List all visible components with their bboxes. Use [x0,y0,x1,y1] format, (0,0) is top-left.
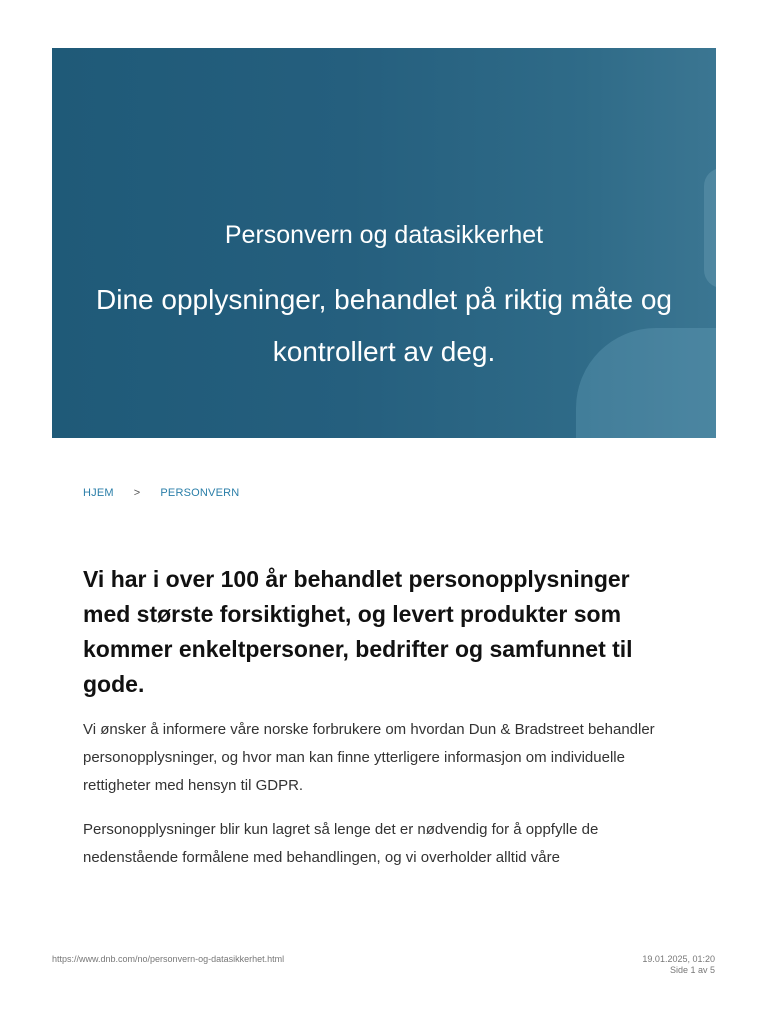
breadcrumb-separator: > [133,487,141,499]
page-heading: Vi har i over 100 år behandlet personopplysninger med største forsiktighet, og levert produkter som kommer enkeltpersoner, bedrifter og samfunnet til gode. [83,566,633,697]
breadcrumb [83,487,239,499]
retention-paragraph: Personopplysninger blir kun lagret så lenge det er nødvendig for å oppfylle de nedenstående formålene med behandlingen, og vi overholder alltid våre [83,821,599,866]
intro-paragraph: Vi ønsker å informere våre norske forbrukere om hvordan Dun & Bradstreet behandler personopplysninger, og hvor man kan finne ytterligere informasjon om individuelle rettigheter med hensyn til GDPR. [83,721,655,794]
hero-banner [52,48,716,438]
hero-headline: Dine opplysninger, behandlet på riktig måte og kontrollert av deg. [96,284,672,367]
footer-meta [642,954,715,976]
footer-datetime: 19.01.2025, 01:20 [642,954,715,964]
breadcrumb-home-link[interactable]: HJEM [83,487,114,499]
footer-url: https://www.dnb.com/no/personvern-og-datasikkerhet.html [52,954,285,964]
hero-eyebrow: Personvern og datasikkerhet [224,221,544,249]
footer-page-info: Side 1 av 5 [669,965,715,975]
main-content [83,562,683,872]
breadcrumb-personvern-link[interactable]: PERSONVERN [160,487,240,499]
